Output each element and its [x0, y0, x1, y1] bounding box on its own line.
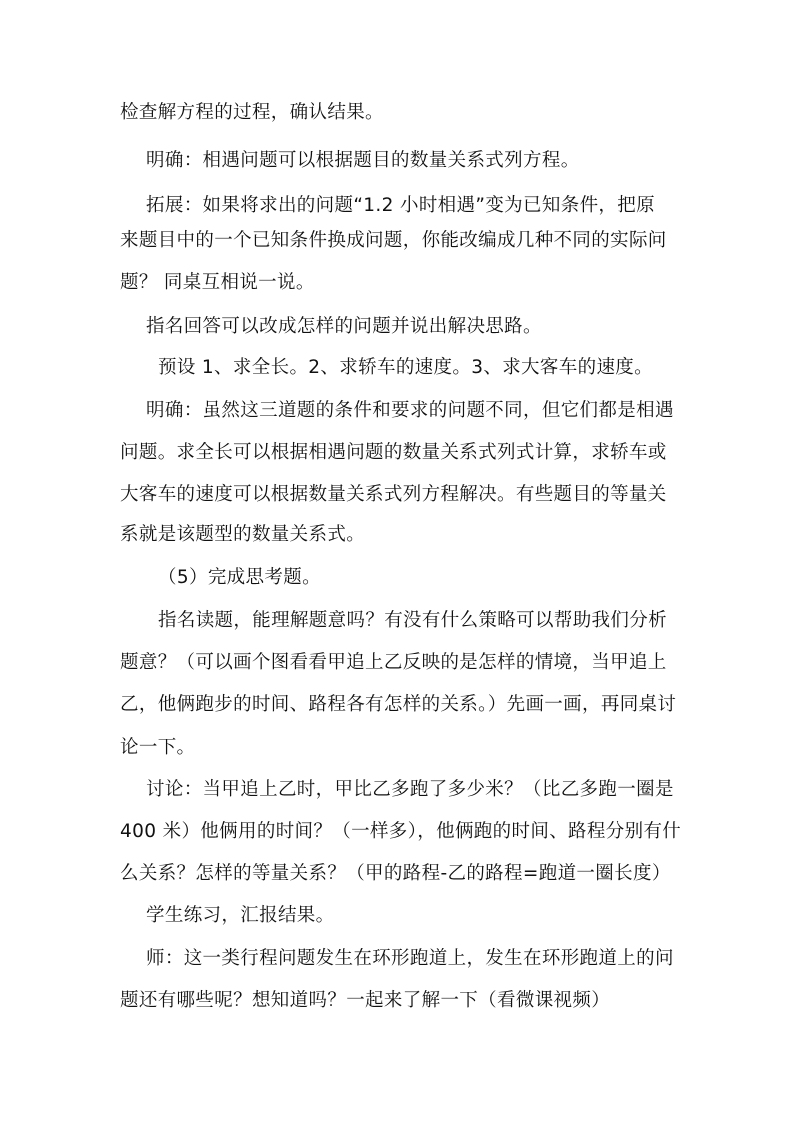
text-line-20: 学生练习，汇报结果。 — [146, 905, 335, 926]
text-line-6: 指名回答可以改成怎样的问题并说出解决思路。 — [146, 316, 542, 337]
text-line-22: 题还有哪些呢？想知道吗？一起来了解一下（看微课视频） — [120, 990, 611, 1011]
text-line-12: （5）完成思考题。 — [158, 567, 321, 588]
text-line-4: 来题目中的一个已知条件换成问题，你能改编成几种不同的实际问 — [120, 230, 667, 251]
text-line-5: 题？ 同桌互相说一说。 — [120, 272, 315, 293]
text-line-8: 明确：虽然这三道题的条件和要求的问题不同，但它们都是相遇 — [146, 400, 674, 421]
text-line-2: 明确：相遇问题可以根据题目的数量关系式列方程。 — [146, 150, 580, 171]
text-line-17: 讨论：当甲追上乙时，甲比乙多跑了多少米？（比乙多跑一圈是 — [146, 779, 674, 800]
text-line-3: 拓展：如果将求出的问题“1.2 小时相遇”变为已知条件，把原 — [146, 195, 655, 216]
text-line-11: 系就是该题型的数量关系式。 — [120, 524, 366, 545]
text-line-16: 论一下。 — [120, 737, 196, 758]
text-line-1: 检查解方程的过程，确认结果。 — [120, 102, 384, 123]
text-line-9: 问题。求全长可以根据相遇问题的数量关系式列式计算，求轿车或 — [120, 442, 667, 463]
text-line-21: 师：这一类行程问题发生在环形跑道上，发生在环形跑道上的问 — [146, 948, 674, 969]
text-line-13: 指名读题，能理解题意吗？有没有什么策略可以帮助我们分析 — [158, 610, 667, 631]
text-line-15: 乙，他俩跑步的时间、路程各有怎样的关系。）先画一画，再同桌讨 — [120, 694, 677, 715]
text-line-18: 400 米）他俩用的时间？（一样多），他俩跑的时间、路程分别有什 — [120, 821, 682, 842]
text-line-7: 预设 1、求全长。2、求轿车的速度。3、求大客车的速度。 — [158, 357, 653, 378]
text-line-10: 大客车的速度可以根据数量关系式列方程解决。有些题目的等量关 — [120, 484, 667, 505]
text-line-14: 题意？（可以画个图看看甲追上乙反映的是怎样的情境，当甲追上 — [120, 652, 667, 673]
text-line-19: 么关系？怎样的等量关系？（甲的路程-乙的路程=跑道一圈长度） — [120, 863, 671, 884]
